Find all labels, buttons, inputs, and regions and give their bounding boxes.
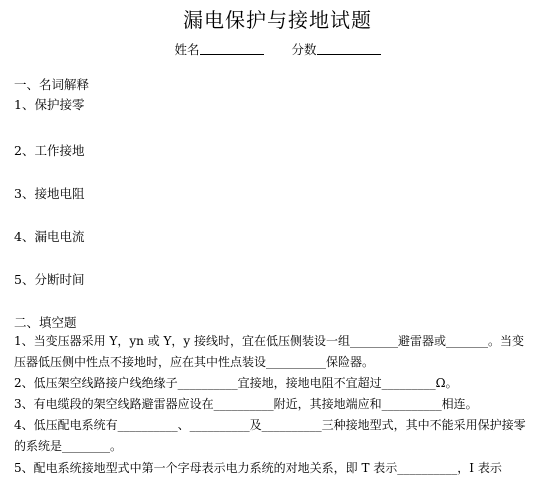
fill-question-5: 5、配电系统接地型式中第一个字母表示电力系统的对地关系，即 T 表示__________，I 表示: [14, 461, 502, 475]
definition-item-2: 2、工作接地: [14, 143, 85, 158]
section-heading-fill-in: 二、填空题: [14, 315, 77, 330]
name-label: 姓名: [174, 42, 200, 57]
fill-question-2: 2、低压架空线路接户线绝缘子__________宜接地，接地电阻不宜超过_________Ω。: [14, 376, 458, 390]
fill-question-1-line-1: 1、当变压器采用 Y，yn 或 Y，y 接线时，宜在低压侧装设一组________避雷器或_______。当变: [14, 334, 525, 348]
section-heading-definitions: 一、名词解释: [14, 77, 90, 92]
student-info-line: [0, 40, 555, 58]
score-blank[interactable]: [317, 42, 381, 55]
definition-item-3: 3、接地电阻: [14, 186, 85, 201]
fill-question-4-line-2: 的系统是________。: [14, 439, 123, 453]
score-label: 分数: [291, 42, 317, 57]
definition-item-1: 1、保护接零: [14, 97, 85, 112]
fill-question-3: 3、有电缆段的架空线路避雷器应设在__________附近，其接地端应和__________相连。: [14, 397, 478, 411]
fill-question-1-line-2: 压器低压侧中性点不接地时，应在其中性点装设__________保险器。: [14, 355, 375, 369]
definition-item-4: 4、漏电电流: [14, 229, 85, 244]
document-title: 漏电保护与接地试题: [183, 8, 372, 32]
definition-item-5: 5、分断时间: [14, 272, 85, 287]
name-blank[interactable]: [200, 42, 264, 55]
fill-question-4-line-1: 4、低压配电系统有__________、__________及__________三种接地型式，其中不能采用保护接零: [14, 418, 526, 432]
